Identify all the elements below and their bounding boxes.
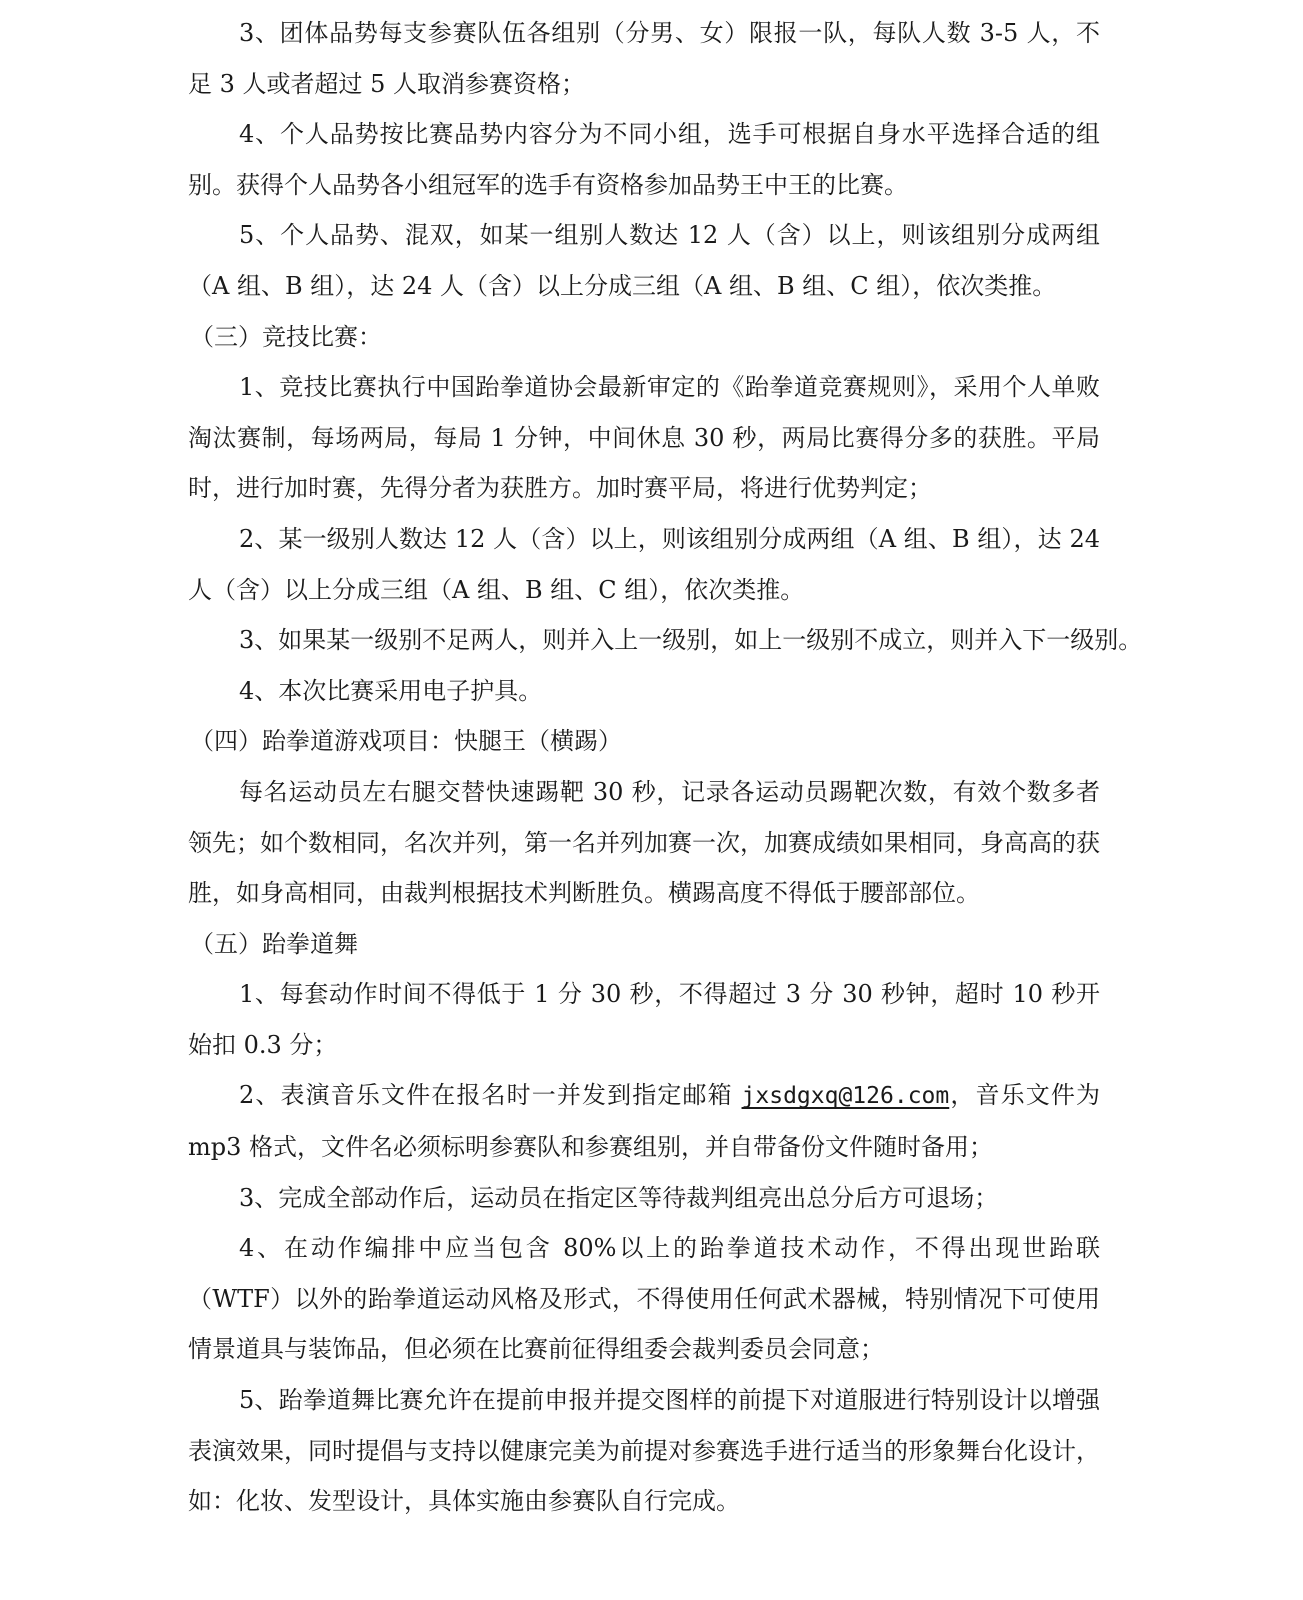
paragraph-dance-music-file <box>188 1070 1100 1172</box>
paragraph-dance-music-text-before: 2、表演音乐文件在报名时一并发到指定邮箱 <box>239 1081 742 1110</box>
section-heading-sparring: （三）竞技比赛： <box>190 322 382 351</box>
document-page <box>188 8 1228 1527</box>
paragraph-group-split-rule: 5、个人品势、混双，如某一组别人数达 12 人（含）以上，则该组别分成两组（A 组、B 组），达 24 人（含）以上分成三组（A 组、B 组、C 组），依次类推。 <box>188 221 1100 300</box>
paragraph-electronic-protector: 4、本次比赛采用电子护具。 <box>239 676 543 705</box>
paragraph-dance-music-text-after: ，音乐文件为 mp3 格式，文件名必须标明参赛队和参赛组别，并自带备份文件随时备用； <box>188 1081 1100 1162</box>
section-heading-taekwondo-dance: （五）跆拳道舞 <box>190 929 358 958</box>
section-heading-game-event: （四）跆拳道游戏项目：快腿王（横踢） <box>190 727 622 756</box>
paragraph-sparring-merge-class: 3、如果某一级别不足两人，则并入上一级别，如上一级别不成立，则并入下一级别。 <box>239 626 1143 655</box>
paragraph-sparring-group-split: 2、某一级别人数达 12 人（含）以上，则该组别分成两组（A 组、B 组），达 24 人（含）以上分成三组（A 组、B 组、C 组），依次类推。 <box>188 524 1100 604</box>
paragraph-team-poomsae-rule: 3、团体品势每支参赛队伍各组别（分男、女）限报一队，每队人数 3-5 人，不足 3 人或者超过 5 人取消参赛资格； <box>188 19 1100 98</box>
paragraph-dance-time-limit: 1、每套动作时间不得低于 1 分 30 秒，不得超过 3 分 30 秒钟，超时 10 秒开始扣 0.3 分； <box>188 980 1100 1059</box>
paragraph-dance-technique-rule: 4、在动作编排中应当包含 80%以上的跆拳道技术动作，不得出现世跆联（WTF）以外的跆拳道运动风格及形式，不得使用任何武术器械，特别情况下可使用情景道具与装饰品，但必须在比赛前征得组委会裁判委员会同意； <box>188 1234 1100 1364</box>
paragraph-dance-costume-rule: 5、跆拳道舞比赛允许在提前申报并提交图样的前提下对道服进行特别设计以增强表演效果，同时提倡与支持以健康完美为前提对参赛选手进行适当的形象舞台化设计，如：化妆、发型设计，具体实施由参赛队自行完成。 <box>188 1386 1100 1516</box>
paragraph-fast-kick-rules: 每名运动员左右腿交替快速踢靶 30 秒，记录各运动员踢靶次数，有效个数多者领先；如个数相同，名次并列，第一名并列加赛一次，加赛成绩如果相同，身高高的获胜，如身高相同，由裁判根据技术判断胜负。横踢高度不得低于腰部部位。 <box>188 777 1100 908</box>
paragraph-dance-exit-rule: 3、完成全部动作后，运动员在指定区等待裁判组亮出总分后方可退场； <box>239 1183 999 1212</box>
email-link[interactable]: jxsdgxq@126.com <box>741 1083 950 1110</box>
paragraph-individual-poomsae-rule: 4、个人品势按比赛品势内容分为不同小组，选手可根据自身水平选择合适的组别。获得个人品势各小组冠军的选手有资格参加品势王中王的比赛。 <box>188 120 1100 199</box>
paragraph-sparring-rules: 1、竞技比赛执行中国跆拳道协会最新审定的《跆拳道竞赛规则》，采用个人单败淘汰赛制，每场两局，每局 1 分钟，中间休息 30 秒，两局比赛得分多的获胜。平局时，进行加时赛，先得分者为获胜方。加时赛平局，将进行优势判定； <box>188 373 1100 503</box>
